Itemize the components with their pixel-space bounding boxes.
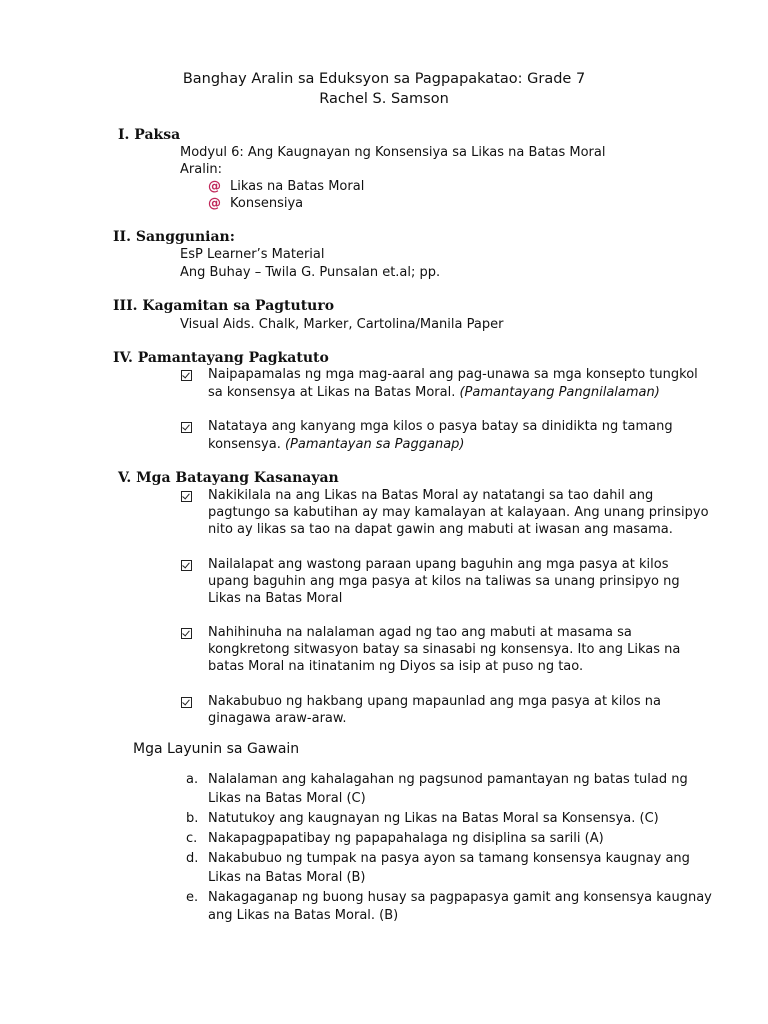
- objective-marker: e.: [186, 890, 199, 905]
- objective-line: Natutukoy ang kaugnayan ng Likas na Batas Moral sa Konsensya. (C): [208, 811, 659, 826]
- skill-item-line: Likas na Batas Moral: [208, 591, 343, 606]
- reference-item: EsP Learner’s Material: [180, 247, 325, 262]
- document-title: Banghay Aralin sa Eduksyon sa Pagpapakatao: Grade 7: [182, 71, 586, 87]
- module-title: Modyul 6: Ang Kaugnayan ng Konsensiya sa Likas na Batas Moral: [180, 145, 606, 160]
- checked-box-icon: [181, 697, 192, 708]
- at-sign-bullet-icon: @: [208, 196, 221, 211]
- objective-marker: b.: [186, 811, 199, 826]
- skill-item-line: kongkretong sitwasyon batay sa sinasabi ng konsensya. Ito ang Likas na: [208, 642, 681, 657]
- author-name: Rachel S. Samson: [319, 91, 449, 107]
- reference-item: Ang Buhay – Twila G. Punsalan et.al; pp.: [180, 265, 441, 280]
- objective-marker: d.: [186, 851, 199, 866]
- skill-item-line: pagtungo sa kabutihan ay may kamalayan at kalayaan. Ang unang prinsipyo: [208, 505, 709, 520]
- aralin-label: Aralin:: [180, 162, 223, 177]
- standard-item-type: (Pamantayang Pangnilalaman): [459, 385, 660, 400]
- materials-text: Visual Aids. Chalk, Marker, Cartolina/Manila Paper: [180, 317, 504, 332]
- standard-item-line: Naipapamalas ng mga mag-aaral ang pag-unawa sa mga konsepto tungkol: [208, 367, 698, 382]
- checked-box-icon: [181, 560, 192, 571]
- checked-box-icon: [181, 370, 192, 381]
- objective-line: Nakagaganap ng buong husay sa pagpapasya gamit ang konsensya kaugnay: [208, 890, 712, 905]
- section-heading-pamantayan: IV. Pamantayang Pagkatuto: [113, 350, 329, 366]
- skill-item-line: Nahihinuha na nalalaman agad ng tao ang mabuti at masama sa: [208, 625, 632, 640]
- section-heading-sanggunian: II. Sanggunian:: [113, 229, 235, 245]
- checked-box-icon: [181, 628, 192, 639]
- aralin-item: Konsensiya: [230, 196, 304, 211]
- skill-item-line: upang baguhin ang mga pasya at kilos na taliwas sa unang prinsipyo ng: [208, 574, 680, 589]
- standard-item-type: (Pamantayan sa Pagganap): [284, 437, 465, 452]
- section-heading-kagamitan: III. Kagamitan sa Pagtuturo: [113, 298, 335, 314]
- checked-box-icon: [181, 422, 192, 433]
- objective-line: Nalalaman ang kahalagahan ng pagsunod pamantayan ng batas tulad ng: [208, 772, 688, 787]
- section-heading-batayang: [118, 469, 339, 487]
- standard-item-text: konsensya.: [208, 437, 285, 452]
- skill-item-line: nito ay likas sa tao na dapat gawin ang mabuti at iwasan ang masama.: [208, 522, 673, 537]
- checked-box-icon: [181, 491, 192, 502]
- standard-item-line: [208, 436, 465, 453]
- objective-line: Nakapagpapatibay ng papapahalaga ng disiplina sa sarili (A): [208, 831, 604, 846]
- objective-line: Likas na Batas Moral (B): [208, 870, 366, 885]
- section-heading-layunin: Mga Layunin sa Gawain: [133, 741, 300, 757]
- standard-item-line: Natataya ang kanyang mga kilos o pasya batay sa dinidikta ng tamang: [208, 419, 673, 434]
- skill-item-line: Nakikilala na ang Likas na Batas Moral ay natatangi sa tao dahil ang: [208, 488, 654, 503]
- objective-marker: a.: [186, 772, 199, 787]
- standard-item-line: [208, 384, 660, 401]
- standard-item-text: sa konsensya at Likas na Batas Moral.: [208, 385, 460, 400]
- skill-item-line: Nakabubuo ng hakbang upang mapaunlad ang mga pasya at kilos na: [208, 694, 661, 709]
- section-heading-paksa: I. Paksa: [118, 127, 181, 143]
- objective-line: Likas na Batas Moral (C): [208, 791, 366, 806]
- objective-line: Nakabubuo ng tumpak na pasya ayon sa tamang konsensya kaugnay ang: [208, 851, 690, 866]
- objective-marker: c.: [186, 831, 198, 846]
- at-sign-bullet-icon: @: [208, 179, 221, 194]
- skill-item-line: Nailalapat ang wastong paraan upang baguhin ang mga pasya at kilos: [208, 557, 669, 572]
- skill-item-line: batas Moral na itinatanim ng Diyos sa isip at puso ng tao.: [208, 659, 584, 674]
- section-heading-text: V. Mga Batayang Kasanayan: [118, 470, 339, 486]
- objective-line: ang Likas na Batas Moral. (B): [208, 908, 399, 923]
- aralin-item: Likas na Batas Moral: [230, 179, 365, 194]
- skill-item-line: ginagawa araw-araw.: [208, 711, 347, 726]
